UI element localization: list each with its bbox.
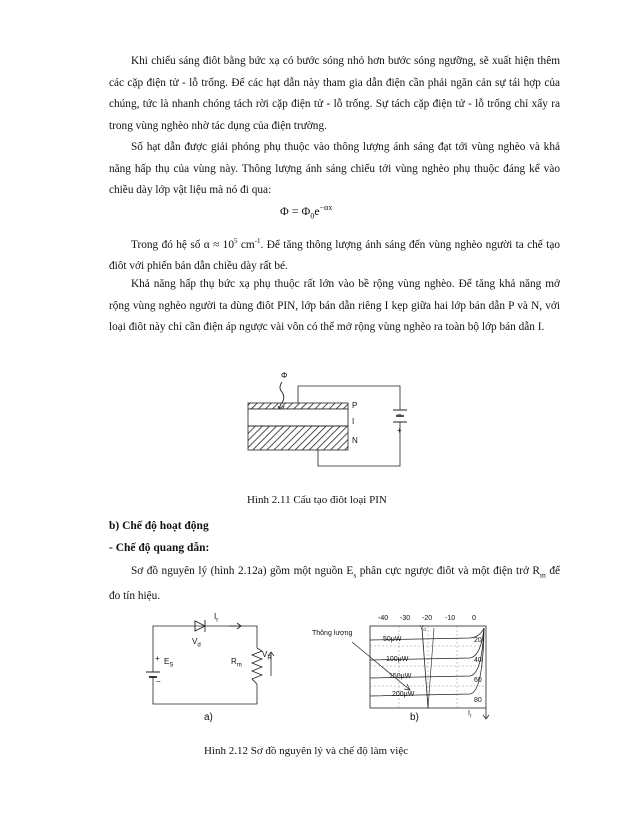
subsection-heading: - Chế độ quang dẫn: (109, 542, 210, 554)
flux-arrow (352, 642, 410, 690)
paragraph-carriers: Số hạt dẫn được giải phóng phụ thuộc vào thông lượng ánh sáng đạt tới vùng nghèo và khả năng hấp thụ của vùng này. Thông lượng ánh sáng chiếu tới vùng nghèo phụ thuộc đáng kể vào chiều dày lớp vật liệu mà nó đi qua: (109, 141, 560, 197)
p5-text-a: Sơ đồ nguyên lý (hình 2.12a) gồm một nguồn E (131, 565, 354, 577)
curve-label-100: 100μW (386, 656, 409, 663)
figure-211-caption: Hình 2.11 Cấu tạo điôt loại PIN (247, 494, 387, 506)
vr-main: V (262, 650, 268, 659)
load-line (422, 628, 428, 708)
p-label: P (352, 401, 358, 410)
ir-axis-main: I (468, 710, 470, 717)
load-line-2 (428, 628, 434, 708)
p5-text-c: để đo tín hiệu. (109, 565, 560, 602)
ir-sub: r (216, 617, 219, 624)
flux-label: Thông lượng (312, 630, 353, 637)
y-tick-80: 80 (474, 697, 482, 704)
circuit-bottom-wire (153, 682, 257, 704)
p5-text-b: phân cực ngược điôt và một điện trở R (356, 565, 540, 577)
rm-label (231, 657, 242, 669)
curve-label-200: 200μW (392, 691, 415, 698)
figure-212-caption: Hình 2.12 Sơ đồ nguyên lý và chế độ làm việc (204, 745, 409, 757)
p3-exp1: 5 (233, 237, 238, 245)
plus-label: + (397, 426, 402, 435)
es-main: E (164, 657, 170, 666)
eq-sub: 0 (310, 211, 315, 221)
vr-label (262, 650, 272, 662)
p3-exp2: -1 (254, 237, 261, 245)
p5-sub1: s (353, 570, 357, 580)
vr-sub: R (267, 655, 272, 662)
vd-sub: d (197, 642, 201, 649)
x-tick-1: -40 (378, 615, 389, 622)
vd-mark-sub: d (423, 627, 426, 632)
n-layer (248, 426, 348, 450)
p5-sub2: m (539, 570, 546, 580)
eq-lhs: Φ = Φ (280, 204, 311, 218)
ir-axis-label (468, 710, 472, 719)
characteristic-chart (370, 620, 490, 720)
y-tick-40: 40 (474, 657, 482, 664)
eq-base: e (314, 204, 320, 218)
rm-sub: m (236, 662, 242, 669)
ir-label (214, 612, 218, 624)
x-tick-5: 0 (472, 615, 476, 622)
x-tick-4: -10 (445, 615, 456, 622)
i-label: I (352, 417, 355, 426)
p3-text-a: Trong đó hệ số α ≈ 10 (131, 238, 234, 251)
y-tick-20: 20 (474, 637, 482, 644)
vd-mark-main: V (420, 625, 424, 631)
vd-main: V (192, 637, 198, 646)
label-a: a) (204, 712, 213, 723)
ir-main: I (214, 612, 217, 621)
vd-label (192, 637, 201, 649)
source-minus: − (156, 677, 161, 686)
ir-axis-sub: r (469, 713, 472, 720)
paragraph-photoconductive (109, 561, 560, 607)
flux-equation (280, 203, 332, 220)
source-plus: + (155, 654, 160, 663)
phi-label: Φ (281, 371, 288, 380)
paragraph-pin: Khả năng hấp thụ bức xạ phụ thuộc rất lớn vào bề rộng vùng nghèo. Để tăng khả năng mở rộng vùng nghèo người ta dùng điôt PIN, lớp bán dẫn riêng I kẹp giữa hai lớp bán dẫn P và N, với loại điôt này chỉ cần điện áp ngược vài vôn có thể mở rộng vùng nghèo ra toàn bộ lớp bán dẫn I. (109, 278, 560, 334)
p-layer (248, 403, 348, 409)
x-tick-3: -20 (422, 615, 433, 622)
curve-label-150: 150μW (389, 673, 412, 680)
section-heading: b) Chế độ hoạt động (109, 520, 209, 532)
es-label (164, 657, 173, 669)
pin-diode-figure (230, 366, 420, 476)
vd-mark (420, 625, 426, 632)
resistor-symbol (252, 648, 262, 684)
i-layer (248, 409, 348, 426)
es-sub: S (169, 662, 174, 669)
p3-text-b: cm (237, 238, 255, 251)
n-label: N (352, 436, 358, 445)
eq-exp: −αx (319, 203, 333, 212)
minus-label: − (397, 410, 402, 419)
p3-text-c: . Để tăng thông lượng ánh sáng đến vùng nghèo người ta chế tạo điôt với phiến bán dẫn chiều dày rất bé. (109, 238, 561, 273)
label-b: b) (410, 712, 419, 723)
x-tick-2: -30 (400, 615, 411, 622)
paragraph-illumination: Khi chiếu sáng điôt bằng bức xạ có bước sóng nhỏ hơn bước sóng ngưỡng, sẽ xuất hiện thêm các cặp điện tử - lỗ trống. Để các hạt dẫn này tham gia dẫn điện cần phải ngăn cản sự tái hợp của chúng, tức là nhanh chóng tách rời cặp điện tử - lỗ trống. Sự tách cặp điện tử - lỗ trống chỉ xẩy ra trong vùng nghèo nhờ tác dụng của điện trường. (109, 55, 560, 132)
rm-main: R (231, 657, 237, 666)
paragraph-alpha (109, 231, 560, 278)
y-tick-60: 60 (474, 677, 482, 684)
curve-label-50: 50μW (383, 636, 402, 643)
